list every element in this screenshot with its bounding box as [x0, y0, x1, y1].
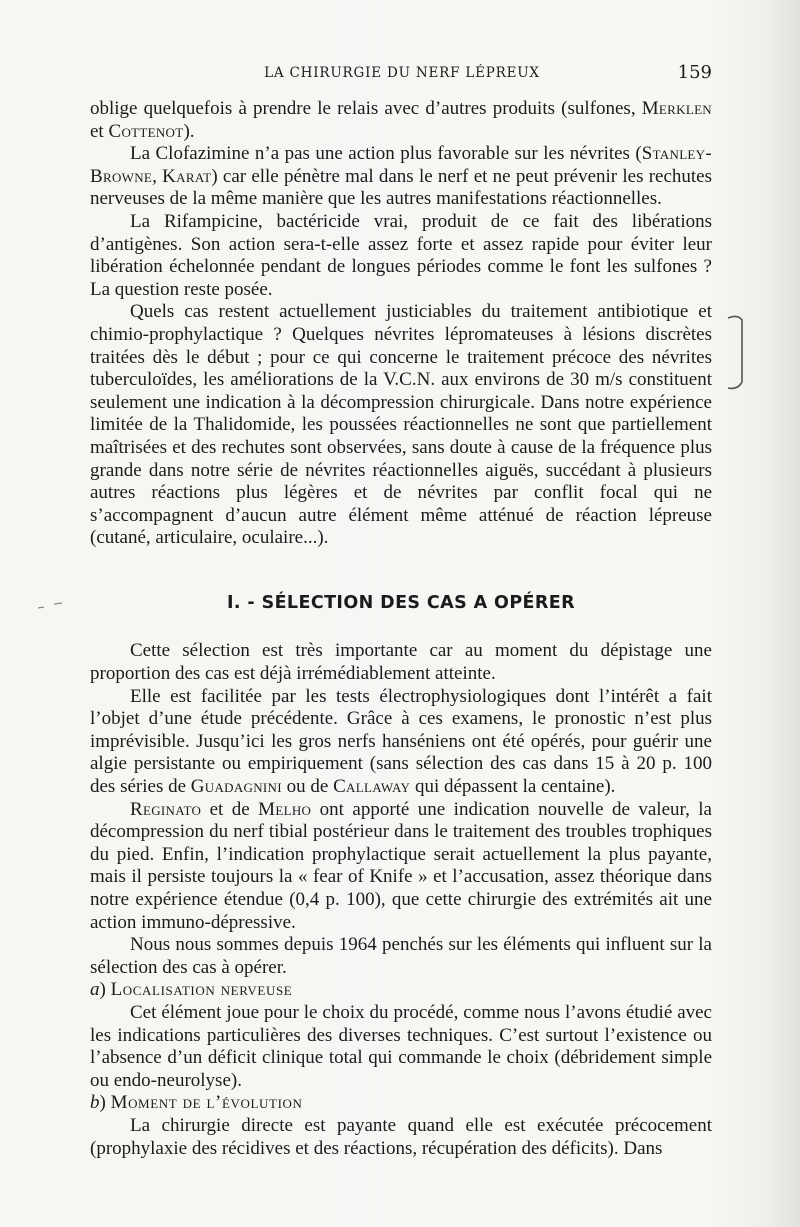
paragraph-localisation: Cet élément joue pour le choix du procédé, comme nous l’avons étudié avec les indications particulières des diverses techniques. C’est surtout l’existence ou l’absence d’un déficit clinique total qui commande le choix (débridement simple ou endo-neurolyse).	[90, 1001, 712, 1091]
paragraph-rifampicine: La Rifampicine, bactéricide vrai, produit de ce fait des libérations d’antigènes. Son action sera-t-elle assez forte et assez rapide pour éviter leur libération échelonnée pendant de longues périodes comme le font les sulfones ? La question reste posée.	[90, 210, 712, 300]
paragraph-reginato	[90, 799, 712, 935]
subheading-title: Moment de l’évolution	[110, 1092, 303, 1114]
running-title: LA CHIRURGIE DU NERF LÉPREUX	[264, 65, 540, 81]
body-text	[90, 98, 712, 1160]
p2-text: La Clofazimine n’a pas une action plus favorable sur les névrites (	[130, 143, 642, 165]
subheading-paren: )	[99, 1092, 106, 1114]
author-callaway: Callaway	[333, 776, 411, 798]
p2-sep: ,	[152, 165, 163, 187]
s2-text: Elle est facilitée par les tests électrophysiologiques dont l’intérêt a fait l’objet d’une étude précédente. Grâce à ces examens, le pronostic n’est plus imprévisible. Jusqu’ici les gros nerfs hanséniens ont été opérés, pour guérir une algie persistante ou empiriquement (sans sélection des cas dans 15 à 20 p. 100 des séries de	[90, 685, 712, 798]
author-guadagnini: Guadagnini	[190, 776, 282, 798]
running-header	[92, 62, 712, 84]
paragraph-continuation	[90, 98, 712, 143]
paragraph-moment: La chirurgie directe est payante quand elle est exécutée précocement (prophylaxie des récidives et des réactions, récupération des déficits). Dans	[90, 1114, 712, 1159]
author-cottenot: Cottenot	[108, 120, 184, 142]
paragraph-electrophysiology	[90, 686, 712, 799]
paragraph-selection: Cette sélection est très importante car au moment du dépistage une proportion des cas est déjà irrémédiablement atteinte.	[90, 640, 712, 685]
p1-mid: et	[90, 120, 109, 142]
p1-end: ).	[183, 120, 195, 142]
p1-text: oblige quelquefois à prendre le relais avec d’autres produits (sulfones,	[90, 98, 642, 119]
author-merklen: Merklen	[641, 98, 712, 119]
p2-end: ) car elle pénètre mal dans le nerf et ne peut prévenir les rechutes nerveuses de la même manière que les autres manifestations réactionnelles.	[90, 165, 713, 210]
margin-bracket-mark	[726, 312, 750, 394]
subheading-localisation	[90, 979, 712, 1002]
page-number: 159	[677, 62, 712, 83]
paragraph-cases: Quels cas restent actuellement justiciables du traitement antibiotique et chimio-prophylactique ? Quelques névrites lépromateuses à lésions discrètes traitées dès le début ; pour ce qui concerne le traitement précoce des névrites tuberculoïdes, les améliorations de la V.C.N. aux environs de 30 m/s constituent seulement une indication à la décompression chirurgicale. Dans notre expérience limitée de la Thalidomide, les poussées réactionnelles ne sont que partiellement maîtrisées et des rechutes sont observées, sans doute à cause de la fréquence plus grande dans notre série de névrites réactionnelles aiguës, succédant à plusieurs autres réactions plus légères et de névrites par conflit focal qui ne s’accompagnent d’aucun autre élément même atténué de réaction lépreuse (cutané, articulaire, oculaire...).	[90, 301, 712, 549]
paragraph-clofazimine	[90, 143, 712, 211]
paragraph-since-1964: Nous nous sommes depuis 1964 penchés sur les éléments qui influent sur la sélection des cas à opérer.	[90, 934, 712, 978]
s3-mid: et de	[201, 798, 259, 820]
author-melho: Melho	[258, 798, 312, 820]
author-karat: Karat	[162, 165, 212, 187]
s2-end: qui dépassent la centaine).	[410, 776, 616, 798]
subheading-moment	[90, 1092, 712, 1115]
subheading-title: Localisation nerveuse	[110, 979, 293, 1001]
margin-dash-mark	[36, 600, 76, 614]
section-heading: I. - SÉLECTION DES CAS A OPÉRER	[226, 592, 576, 613]
subheading-letter: a	[90, 979, 100, 1001]
s3-text: ont apporté une indication nouvelle de valeur, la décompression du nerf tibial postérieur dans le traitement des troubles trophiques du pied. Enfin, l’indication prophylactique serait actuellement la plus payante, mais il persiste toujours la « fear of Knife » et l’accusation, assez théorique dans notre expérience étendue (0,4 p. 100), que cette chirurgie des extrémités ait une action immuno-dépressive.	[90, 798, 712, 933]
s2-mid: ou de	[281, 776, 334, 798]
subheading-paren: )	[99, 979, 106, 1001]
author-reginato: Reginato	[130, 798, 202, 820]
subheading-letter: b	[90, 1092, 100, 1114]
author-stanley-browne: Stanley-Browne	[90, 143, 712, 187]
